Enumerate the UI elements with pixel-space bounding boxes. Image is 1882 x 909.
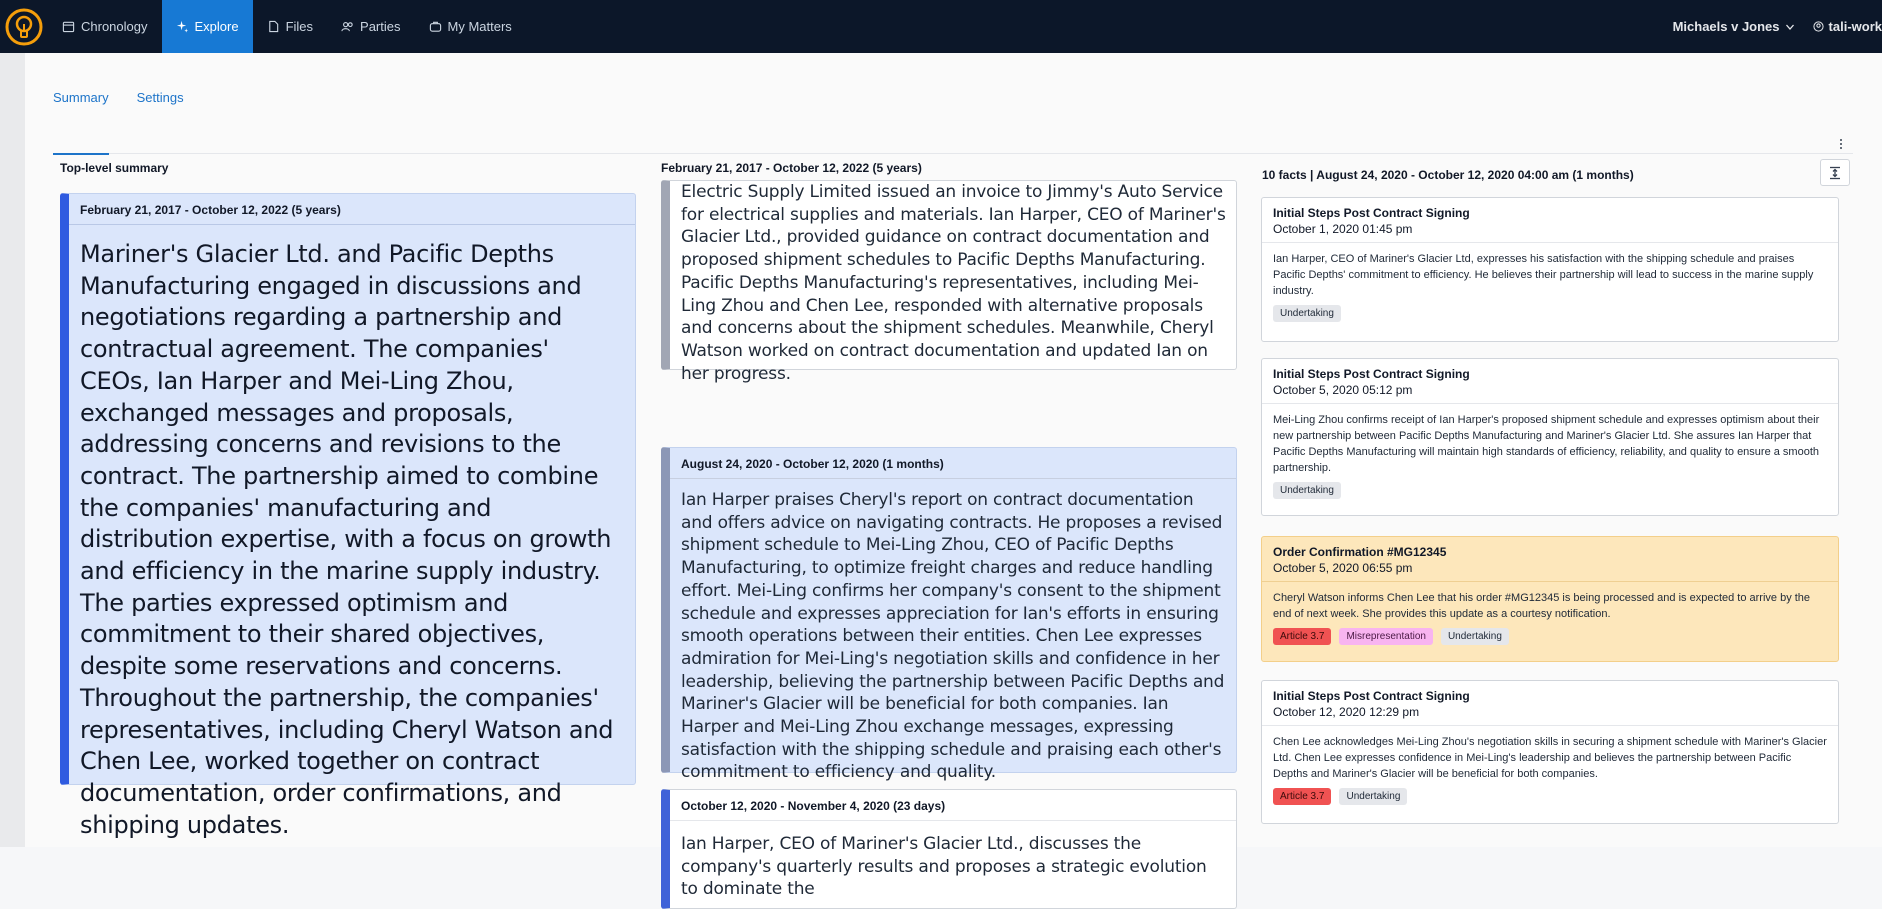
- timeline-card[interactable]: [661, 180, 1237, 384]
- timeline-card[interactable]: [661, 789, 1237, 909]
- tab-settings[interactable]: [137, 90, 184, 118]
- nav-explore-label: Explore: [194, 19, 239, 34]
- nav-chronology-label: Chronology: [81, 19, 148, 34]
- fact-card-header: [1262, 198, 1838, 243]
- nav-files-label: Files: [285, 19, 314, 34]
- fact-title: Order Confirmation #MG12345: [1273, 545, 1447, 559]
- fact-tags: [1262, 299, 1838, 322]
- fact-title: Initial Steps Post Contract Signing: [1273, 689, 1470, 703]
- fact-card[interactable]: [1261, 358, 1839, 516]
- fact-text: Mei-Ling Zhou confirms receipt of Ian Harper's proposed shipment schedule and expresses optimism about their new partnership between Pacific Depths Manufacturing and Mariner's Glacier Ltd. She assures Ian Harper that Pacific Depths Manufacturing will maintain high standards of efficiency, reliability, and quality to ensure a smooth partnership.: [1273, 414, 1820, 474]
- parties-icon: [341, 20, 354, 33]
- expand-icon: [1828, 166, 1842, 180]
- tag-undertaking[interactable]: Undertaking: [1273, 482, 1341, 499]
- fact-card-header: [1262, 359, 1838, 404]
- nav-right: [1673, 0, 1882, 53]
- tag-article[interactable]: Article 3.7: [1273, 788, 1331, 805]
- tab-summary-label: Summary: [53, 90, 109, 105]
- nav-my-matters-label: My Matters: [447, 19, 512, 34]
- facts-header: 10 facts | August 24, 2020 - October 12, 2020 04:00 am (1 months): [1262, 168, 1634, 182]
- fact-tags: [1262, 782, 1838, 805]
- summary-range: February 21, 2017 - October 12, 2022 (5 years): [69, 194, 635, 225]
- app-logo-icon: [4, 7, 44, 47]
- nav-chronology[interactable]: [48, 0, 162, 53]
- nav-parties[interactable]: [327, 0, 414, 53]
- app-logo[interactable]: [0, 0, 48, 53]
- calendar-icon: [62, 20, 75, 33]
- file-icon: [267, 20, 280, 33]
- timeline-card-range: October 12, 2020 - November 4, 2020 (23 days): [670, 790, 1236, 821]
- tag-undertaking[interactable]: Undertaking: [1339, 788, 1407, 805]
- fact-text: Chen Lee acknowledges Mei-Ling Zhou's negotiation skills in securing a shipment schedule with Mariner's Glacier Ltd. Chen Lee expresses confidence in Mei-Ling's leadership and believes the partnership between Pacific Depths and Mariner's Glacier will be beneficial for both companies.: [1273, 736, 1827, 780]
- user-name: tali-work: [1828, 19, 1882, 34]
- tab-summary[interactable]: [53, 90, 109, 155]
- tag-misrepresentation[interactable]: Misrepresentation: [1339, 628, 1432, 645]
- sparkle-icon: [176, 20, 189, 33]
- fact-date: October 5, 2020 06:55 pm: [1273, 561, 1413, 575]
- fact-tags: [1262, 476, 1838, 499]
- timeline-column-title: February 21, 2017 - October 12, 2022 (5 years): [661, 161, 922, 175]
- fact-card[interactable]: [1261, 197, 1839, 342]
- fact-text: Cheryl Watson informs Chen Lee that his order #MG12345 is being processed and is expected to arrive by the end of next week. She provides this update as a courtesy notification.: [1273, 592, 1811, 620]
- fact-card[interactable]: [1261, 680, 1839, 824]
- briefcase-icon: [429, 20, 442, 33]
- top-nav: [0, 0, 1882, 53]
- tab-settings-label: Settings: [136, 90, 184, 105]
- nav-parties-label: Parties: [360, 19, 401, 34]
- fact-card-header: [1262, 681, 1838, 726]
- tag-undertaking[interactable]: Undertaking: [1441, 628, 1509, 645]
- summary-text: Mariner's Glacier Ltd. and Pacific Depths Manufacturing engaged in discussions and negotiations regarding a partnership and contractual agreement. The companies' CEOs, Ian Harper and Mei-Ling Zhou, exchanged messages and proposals, addressing concerns and revisions to the contract. The partnership aimed to combine the companies' manufacturing and distribution expertise, with a focus on growth and efficiency in the marine supply industry. The parties expressed optimism and commitment to their shared objectives, despite some reservations and concerns. Throughout the partnership, the companies' representatives, including Cheryl Watson and Chen Lee, worked together on contract documentation, order confirmations, and shipping updates.: [80, 240, 614, 839]
- fact-card-header: [1262, 537, 1838, 582]
- more-options-icon[interactable]: [1835, 137, 1847, 153]
- fact-card[interactable]: [1261, 536, 1839, 662]
- nav-explore[interactable]: [162, 0, 253, 53]
- timeline-card-range: August 24, 2020 - October 12, 2020 (1 months): [670, 448, 1236, 479]
- fact-date: October 1, 2020 01:45 pm: [1273, 222, 1413, 236]
- timeline-card[interactable]: [661, 447, 1237, 783]
- matter-selector[interactable]: [1673, 19, 1795, 34]
- timeline-card-text: Ian Harper, CEO of Mariner's Glacier Ltd., discusses the company's quarterly results and proposes a strategic evolution to dominate the: [681, 834, 1207, 900]
- matter-name: Michaels v Jones: [1672, 19, 1780, 34]
- fact-date: October 12, 2020 12:29 pm: [1273, 705, 1420, 719]
- fact-title: Initial Steps Post Contract Signing: [1273, 367, 1470, 381]
- fact-tags: [1262, 622, 1838, 645]
- summary-card: [60, 193, 636, 839]
- nav-files[interactable]: [253, 0, 327, 53]
- timeline-card-text: Ian Harper praises Cheryl's report on contract documentation and offers advice on navigating contracts. He proposes a revised shipment schedule to Mei-Ling Zhou, CEO of Pacific Depths Manufacturing, to optimize freight charges and reduce handling effort. Mei-Ling confirms her company's consent to the shipment schedule and expresses appreciation for Ian's efforts in ensuring smooth operations between their entities. Chen Lee expresses admiration for Mei-Ling's negotiation skills and confidence in her leadership, believing the partnership between Pacific Depths and Mariner's Glacier will be beneficial for both companies. Ian Harper and Mei-Ling Zhou exchange messages, expressing satisfaction with the shipping schedule and praising each other's commitment to efficiency and quality.: [681, 490, 1225, 783]
- summary-column-title: Top-level summary: [60, 161, 169, 175]
- timeline-column[interactable]: [661, 182, 1237, 900]
- chevron-down-icon: [1785, 22, 1795, 32]
- fact-text: Ian Harper, CEO of Mariner's Glacier Ltd, expresses his satisfaction with the shipping schedule and praises Pacific Depths' commitment to efficiency. He believes their partnership will lead to success in the marine supply industry.: [1273, 253, 1814, 297]
- main-content: [25, 53, 1882, 900]
- fact-title: Initial Steps Post Contract Signing: [1273, 206, 1470, 220]
- tag-article[interactable]: Article 3.7: [1273, 628, 1331, 645]
- fact-date: October 5, 2020 05:12 pm: [1273, 383, 1413, 397]
- left-gutter: [0, 53, 25, 847]
- user-icon: [1813, 21, 1824, 32]
- tag-undertaking[interactable]: Undertaking: [1273, 305, 1341, 322]
- expand-button[interactable]: [1820, 159, 1850, 186]
- user-menu[interactable]: [1813, 19, 1882, 34]
- timeline-card-text: Electric Supply Limited issued an invoice to Jimmy's Auto Service for electrical supplies and materials. Ian Harper, CEO of Mariner's Glacier Ltd., provided guidance on contract documentation and proposed shipment schedules to Pacific Depths Manufacturing. Pacific Depths Manufacturing's representatives, including Mei-Ling Zhou and Chen Lee, responded with alternative proposals and concerns about the shipment schedules. Meanwhile, Cheryl Watson worked on contract documentation and updated Ian on her progress.: [681, 182, 1226, 384]
- nav-my-matters[interactable]: [415, 0, 526, 53]
- tab-bar: [53, 90, 1853, 154]
